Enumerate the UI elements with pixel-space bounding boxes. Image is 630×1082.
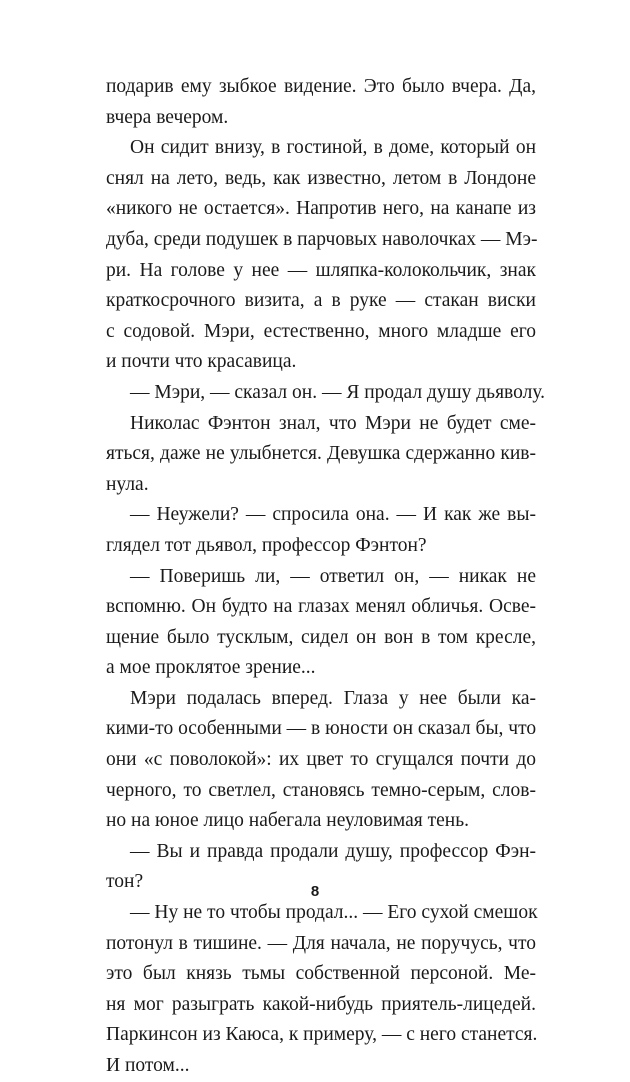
text-line: — Вы и правда продали душу, профессор Фэн- [130, 840, 536, 862]
text-line: Николас Фэнтон знал, что Мэри не будет сме- [130, 412, 536, 434]
text-line: но на юное лицо набегала неуловимая тень. [106, 810, 469, 832]
text-line: И потом... [106, 1055, 190, 1076]
text-line: кими-то особенными — в юности он сказал бы, что [106, 718, 537, 740]
text-line: яться, даже не улыбнется. Девушка сдержанно кив- [106, 443, 536, 465]
text-line: вспомню. Он будто на глазах менял обличья. Осве- [106, 596, 536, 618]
text-line: это был князь тьмы собственной персоной. Ме- [106, 963, 536, 985]
text-line: — Поверишь ли, — ответил он, — никак не [130, 565, 536, 587]
text-line: подарив ему зыбкое видение. Это было вчера. Да, [106, 76, 536, 97]
text-line: — Ну не то чтобы продал... — Его сухой смешок [130, 902, 538, 924]
text-line: глядел тот дьявол, профессор Фэнтон? [106, 534, 427, 556]
text-line: щение было тусклым, сидел он вон в том кресле, [106, 626, 536, 648]
text-line: Мэри подалась вперед. Глаза у нее были ка- [130, 687, 536, 709]
text-line: а мое проклятое зрение... [106, 657, 316, 679]
text-line: Он сидит внизу, в гостиной, в доме, который он [130, 137, 536, 159]
text-line: — Мэри, — сказал он. — Я продал душу дьяволу. [130, 381, 546, 403]
text-line: дуба, среди подушек в парчовых наволочках — Мэ- [106, 228, 538, 250]
text-line: черного, то светлел, становясь темно-серым, слов- [106, 779, 536, 801]
body-text [106, 72, 546, 1082]
text-line: ня мог разыграть какой-нибудь приятель-лицедей. [106, 993, 536, 1015]
text-line: они «с поволокой»: их цвет то сгущался почти до [106, 749, 536, 771]
text-line: Паркинсон из Каюса, к примеру, — с него станется. [106, 1024, 538, 1046]
text-line: краткосрочного визита, а в руке — стакан виски [106, 290, 536, 312]
text-line: с содовой. Мэри, естественно, много младше его [106, 320, 536, 342]
text-line: нула. [106, 473, 149, 495]
text-line: — Неужели? — спросила она. — И как же вы- [130, 504, 536, 526]
text-line: «никого не остается». Напротив него, на канапе из [106, 198, 536, 220]
page-number: 8 [310, 883, 320, 900]
text-line: снял на лето, ведь, как известно, летом в Лондоне [106, 167, 536, 189]
text-line: ри. На голове у нее — шляпка-колокольчик, знак [106, 259, 536, 281]
text-line: тон? [106, 871, 144, 893]
text-line: и почти что красавица. [106, 351, 297, 373]
text-line: потонул в тишине. — Для начала, не поручусь, что [106, 932, 536, 954]
text-line: вчера вечером. [106, 106, 229, 128]
